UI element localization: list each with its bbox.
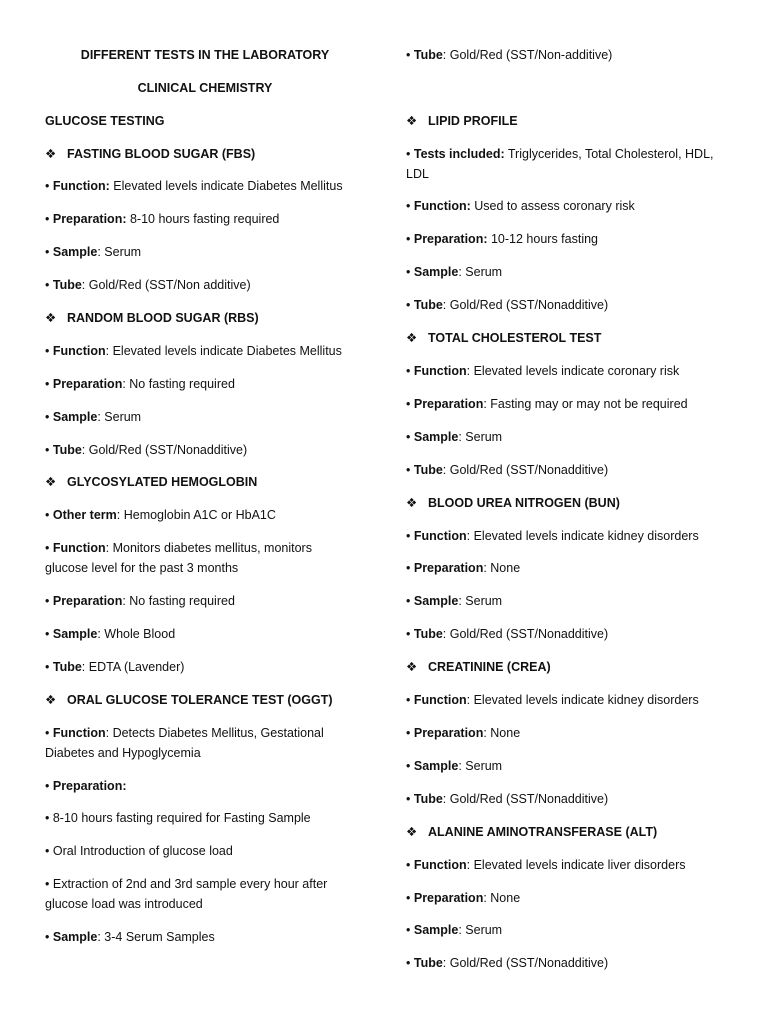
ogtt-function: • Function: Detects Diabetes Mellitus, Gestational bbox=[45, 726, 324, 740]
ogtt-sample: • Sample: 3-4 Serum Samples bbox=[45, 930, 215, 944]
ogtt-heading: ❖ ORAL GLUCOSE TOLERANCE TEST (OGGT) bbox=[45, 690, 365, 710]
lipid-function: • Function: Used to assess coronary risk bbox=[406, 199, 635, 213]
tc-tube: • Tube: Gold/Red (SST/Nonadditive) bbox=[406, 463, 609, 477]
crea-sample: • Sample: Serum bbox=[406, 759, 503, 773]
alt-preparation: • Preparation: None bbox=[406, 891, 521, 905]
rbs-heading: ❖ RANDOM BLOOD SUGAR (RBS) bbox=[45, 308, 365, 328]
lipid-preparation: • Preparation: 10-12 hours fasting bbox=[406, 232, 598, 246]
ogtt-function-cont: Diabetes and Hypoglycemia bbox=[45, 746, 201, 760]
rbs-tube: • Tube: Gold/Red (SST/Nonadditive) bbox=[45, 443, 248, 457]
crea-function: • Function: Elevated levels indicate kidney disorders bbox=[406, 693, 699, 707]
fbs-sample: • Sample: Serum bbox=[45, 245, 142, 259]
lipid-tests: • Tests included: Triglycerides, Total Cholesterol, HDL, bbox=[406, 147, 714, 161]
lipid-heading: ❖ LIPID PROFILE bbox=[406, 111, 726, 131]
fbs-function: • Function: Elevated levels indicate Diabetes Mellitus bbox=[45, 179, 343, 193]
diamond-bullet-icon: ❖ bbox=[406, 660, 418, 674]
diamond-bullet-icon: ❖ bbox=[406, 825, 418, 839]
diamond-bullet-icon: ❖ bbox=[406, 331, 418, 345]
ogtt-step-3-cont: glucose load was introduced bbox=[45, 897, 203, 911]
rbs-sample: • Sample: Serum bbox=[45, 410, 142, 424]
tc-function: • Function: Elevated levels indicate coronary risk bbox=[406, 364, 680, 378]
lipid-sample: • Sample: Serum bbox=[406, 265, 503, 279]
gh-function: • Function: Monitors diabetes mellitus, monitors bbox=[45, 541, 312, 555]
gh-sample: • Sample: Whole Blood bbox=[45, 627, 176, 641]
ogtt-step-1: • 8-10 hours fasting required for Fasting Sample bbox=[45, 811, 311, 825]
gh-function-cont: glucose level for the past 3 months bbox=[45, 561, 239, 575]
diamond-bullet-icon: ❖ bbox=[45, 693, 57, 707]
bun-heading: ❖ BLOOD UREA NITROGEN (BUN) bbox=[406, 493, 726, 513]
section-heading: GLUCOSE TESTING bbox=[45, 114, 165, 128]
ogtt-step-2: • Oral Introduction of glucose load bbox=[45, 844, 233, 858]
fbs-heading: ❖ FASTING BLOOD SUGAR (FBS) bbox=[45, 144, 365, 164]
tc-sample: • Sample: Serum bbox=[406, 430, 503, 444]
tc-heading: ❖ TOTAL CHOLESTEROL TEST bbox=[406, 328, 726, 348]
bun-function: • Function: Elevated levels indicate kidney disorders bbox=[406, 529, 699, 543]
gh-tube: • Tube: EDTA (Lavender) bbox=[45, 660, 185, 674]
gh-other-term: • Other term: Hemoglobin A1C or HbA1C bbox=[45, 508, 276, 522]
crea-heading: ❖ CREATININE (CREA) bbox=[406, 657, 726, 677]
alt-tube: • Tube: Gold/Red (SST/Nonadditive) bbox=[406, 956, 609, 970]
ogtt-preparation: • Preparation: bbox=[45, 779, 127, 793]
ogtt-step-3: • Extraction of 2nd and 3rd sample every hour after bbox=[45, 877, 328, 891]
crea-tube: • Tube: Gold/Red (SST/Nonadditive) bbox=[406, 792, 609, 806]
rbs-function: • Function: Elevated levels indicate Diabetes Mellitus bbox=[45, 344, 342, 358]
diamond-bullet-icon: ❖ bbox=[45, 475, 57, 489]
lipid-tube: • Tube: Gold/Red (SST/Nonadditive) bbox=[406, 298, 609, 312]
bun-preparation: • Preparation: None bbox=[406, 561, 521, 575]
alt-function: • Function: Elevated levels indicate liver disorders bbox=[406, 858, 686, 872]
diamond-bullet-icon: ❖ bbox=[406, 496, 418, 510]
page-subtitle: CLINICAL CHEMISTRY bbox=[137, 81, 273, 95]
gh-preparation: • Preparation: No fasting required bbox=[45, 594, 235, 608]
top-tube: • Tube: Gold/Red (SST/Non-additive) bbox=[406, 48, 613, 62]
diamond-bullet-icon: ❖ bbox=[45, 147, 57, 161]
fbs-tube: • Tube: Gold/Red (SST/Non additive) bbox=[45, 278, 251, 292]
diamond-bullet-icon: ❖ bbox=[406, 114, 418, 128]
alt-heading: ❖ ALANINE AMINOTRANSFERASE (ALT) bbox=[406, 822, 726, 842]
rbs-preparation: • Preparation: No fasting required bbox=[45, 377, 235, 391]
diamond-bullet-icon: ❖ bbox=[45, 311, 57, 325]
alt-sample: • Sample: Serum bbox=[406, 923, 503, 937]
bun-tube: • Tube: Gold/Red (SST/Nonadditive) bbox=[406, 627, 609, 641]
bun-sample: • Sample: Serum bbox=[406, 594, 503, 608]
fbs-preparation: • Preparation: 8-10 hours fasting required bbox=[45, 212, 280, 226]
lipid-tests-cont: LDL bbox=[406, 167, 429, 181]
gh-heading: ❖ GLYCOSYLATED HEMOGLOBIN bbox=[45, 472, 365, 492]
page-title: DIFFERENT TESTS IN THE LABORATORY bbox=[80, 48, 330, 62]
crea-preparation: • Preparation: None bbox=[406, 726, 521, 740]
tc-preparation: • Preparation: Fasting may or may not be required bbox=[406, 397, 688, 411]
